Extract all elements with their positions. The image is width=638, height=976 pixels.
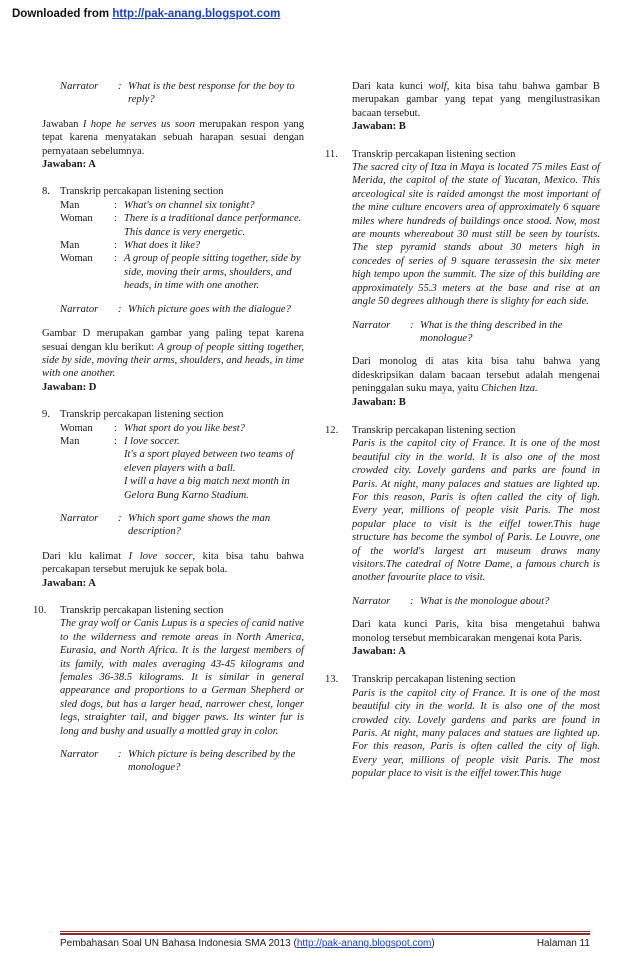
expl-quote: I hope he serves us soon bbox=[82, 118, 195, 130]
narrator-label: Narrator bbox=[60, 81, 99, 92]
page-number: Halaman 11 bbox=[536, 938, 590, 949]
narrator-line: Narrator : What is the monologue about? bbox=[352, 595, 600, 608]
narrator-line: Narrator : Which picture goes with the dialogue? bbox=[60, 303, 304, 316]
question-7-continued bbox=[42, 80, 304, 107]
narrator-question: Which picture is being described by the monologue? bbox=[128, 749, 296, 774]
monologue-text: Paris is the capitol city of France. It is one of the most beautiful city in the world. It is also one of the most crowded city. Lovely gardens and parks are found in Paris. At night, many palaces and statues are lighted up. For this reason, Paris is often called the city of ligh. Every year, millions of people visit Paris. The most popular place to visit is the eiffel tower.This huge structure has become the symbol of Paris. Le Louvre, one of the world's largest art museum draws many visitors.The catedral of Notre Dame, a famous church is another favourite place to visit. bbox=[352, 438, 600, 584]
narrator-label: Narrator bbox=[60, 512, 99, 524]
dialogue-line: What does it like? bbox=[124, 240, 201, 252]
dialogue-line: It's a sport played between two teams of eleven players with a ball. bbox=[124, 449, 294, 474]
speaker: Man bbox=[60, 435, 80, 447]
question-11 bbox=[325, 148, 600, 409]
narrator-question: What is the best response for the boy to reply? bbox=[128, 81, 295, 106]
narrator-question: What is the thing described in the monologue? bbox=[420, 319, 563, 344]
section-title: Transkrip percakapan listening section bbox=[60, 605, 224, 616]
question-number: 12. bbox=[325, 424, 339, 436]
narrator-label: Narrator bbox=[60, 303, 99, 315]
expl-quote: A group of people sitting together, side by side, moving their arms, shoulders, and heads, in time with one another. bbox=[42, 341, 304, 380]
monologue-text: The gray wolf or Canis Lupus is a species of canid native to the wilderness and remote areas in North America, Eurasia, and North Africa. It is the largest members of its family, with males averaging 43-45 kilograms and females 36-38.5 kilograms. It is similar in general appearance and proportions to a German Shepherd or sled dogs, but has a larger head, narrower chest, longer legs, straighter tail, and bigger paws. Its winter fur is long and bushy and usually a mottled gray in color. bbox=[60, 618, 304, 737]
expl-text: Dari monolog di atas kita bisa tahu bahwa yang dideskripsikan dalam bacaan tersebut adalah mengenai peninggalan suku maya, yaitu bbox=[352, 356, 600, 395]
speaker bbox=[60, 475, 112, 502]
monologue-text: The sacred city of Itza in Maya is located 75 miles East of Merida, the capitol of the state of Yucatan, Mexico. This arceological site is raided amongst the most important of the mine culture encovers area of approximately 6 square miles where hundreds of buildings once stood. Now, most are mounts whereabout 30 must still be seen by tourists. The step pyramid stands about 30 meters high in concedes of series of 9 square terassesin the six meter high tempo upon the summit. The size of this building are approximately 55.3 meters at the base and rise at an angle 50 degrees although there is slighty for each side. bbox=[352, 162, 600, 308]
dialogue-line: A group of people sitting together, side by side, moving their arms, shoulders, and heads, in time with one another. bbox=[124, 253, 301, 292]
narrator-line: Narrator : What is the thing described in the monologue? bbox=[352, 319, 600, 346]
source-link[interactable]: http://pak-anang.blogspot.com bbox=[112, 8, 281, 20]
monologue-text: Paris is the capitol city of France. It is one of the most beautiful city in the world. It is also one of the most crowded city. Lovely gardens and parks are found in Paris. At night, many palaces and statues are lighted up. For this reason, Paris is often called the city of ligh. Every year, millions of people visit Paris. The most popular place to visit is the eiffel tower.This huge bbox=[352, 687, 600, 780]
question-number: 11. bbox=[325, 148, 338, 160]
explanation-q12 bbox=[352, 618, 600, 658]
question-10 bbox=[33, 604, 304, 775]
dialogue: Man : What's on channel six tonight? Woman : There is a traditional dance performance. This dance is very energetic. Man : What does it like? Woman : A group of people sitting together, side by side, moving their arms, shoulders, and heads, in time with one another. bbox=[60, 199, 304, 293]
narrator-question: Which picture goes with the dialogue? bbox=[128, 303, 291, 315]
answer-q8: Jawaban: D bbox=[42, 381, 97, 393]
answer-q12: Jawaban: A bbox=[352, 646, 406, 658]
speaker: Woman bbox=[60, 213, 93, 225]
footer-link[interactable]: http://pak-anang.blogspot.com bbox=[296, 938, 432, 949]
question-13 bbox=[325, 673, 600, 780]
question-number: 9. bbox=[42, 409, 50, 421]
answer-q9: Jawaban: A bbox=[42, 577, 96, 589]
section-title: Transkrip percakapan listening section bbox=[352, 674, 516, 686]
expl-text: Dari kata kunci Paris, kita bisa mengetahui bahwa monolog tersebut membicarakan mengenai kota Paris. bbox=[352, 619, 600, 644]
expl-text: Dari klu kalimat bbox=[42, 550, 129, 562]
dialogue-line: There is a traditional dance performance. This dance is very energetic. bbox=[124, 213, 302, 238]
answer-q7: Jawaban: A bbox=[42, 159, 96, 171]
question-8 bbox=[42, 185, 304, 316]
dialogue: Woman : What sport do you like best? Man : I love soccer. It's a sport played between two teams of eleven players with a ball. I will a have a big match next month in Gelora Bung Karno Stadium. bbox=[60, 422, 304, 502]
right-column bbox=[325, 80, 600, 796]
explanation-q7 bbox=[42, 118, 304, 172]
section-title: Transkrip percakapan listening section bbox=[60, 409, 224, 421]
narrator-label: Narrator bbox=[352, 319, 391, 331]
explanation-q9 bbox=[42, 550, 304, 590]
section-title: Transkrip percakapan listening section bbox=[60, 186, 224, 198]
footer-text: Pembahasan Soal UN Bahasa Indonesia SMA 2013 ( bbox=[60, 938, 297, 949]
expl-text: , kita bisa tahu bahwa gambar B merupakan gambar yang tepat yang mengilustrasikan bacaan tersebut. bbox=[352, 81, 600, 119]
explanation-q10 bbox=[334, 80, 600, 134]
narrator-line: Narrator : Which picture is being described by the monologue? bbox=[60, 748, 304, 775]
explanation-q8 bbox=[42, 327, 304, 394]
expl-quote: Chichen Itza. bbox=[481, 383, 538, 395]
speaker bbox=[60, 448, 112, 475]
question-number: 8. bbox=[42, 186, 50, 198]
expl-text: , kita bisa tahu bahwa percakapan tersebut merujuk ke sepak bola. bbox=[42, 550, 305, 576]
dialogue-line: What sport do you like best? bbox=[124, 422, 245, 434]
section-title: Transkrip percakapan listening section bbox=[352, 424, 516, 436]
footer-divider bbox=[60, 931, 590, 932]
section-title: Transkrip percakapan listening section bbox=[352, 148, 516, 160]
expl-text: Gambar D merupakan gambar yang paling tepat karena sesuai dengan klu berikut: bbox=[42, 328, 304, 353]
dialogue-line: I will a have a big match next month in Gelora Bung Karno Stadium. bbox=[124, 476, 290, 501]
answer-q10: Jawaban: B bbox=[352, 121, 406, 133]
page-footer bbox=[60, 933, 590, 949]
expl-quote: wolf bbox=[428, 81, 447, 92]
question-12 bbox=[325, 424, 600, 659]
expl-text: merupakan respon yang tepat karena menyatakan sebuah harapan sesuai dengan pernyataan sebelumnya. bbox=[42, 118, 304, 157]
speaker: Woman bbox=[60, 422, 93, 434]
expl-text: Dari kata kunci bbox=[352, 81, 429, 92]
narrator-line: Narrator : Which sport game shows the man description? bbox=[60, 512, 304, 539]
expl-text: Jawaban bbox=[42, 118, 83, 130]
dialogue-line: I love soccer. bbox=[124, 435, 180, 447]
expl-quote: I love soccer bbox=[128, 550, 193, 562]
narrator-label: Narrator bbox=[60, 749, 99, 761]
speaker: Man bbox=[60, 240, 80, 252]
narrator-label: Narrator bbox=[352, 595, 391, 607]
narrator-question: What is the monologue about? bbox=[420, 595, 550, 607]
download-header-prefix: Downloaded from bbox=[12, 8, 113, 20]
narrator-line: Narrator : What is the best response for the boy to reply? bbox=[60, 80, 304, 107]
question-9 bbox=[42, 408, 304, 539]
dialogue-line: What's on channel six tonight? bbox=[124, 199, 255, 211]
speaker: Woman bbox=[60, 253, 93, 265]
explanation-q11 bbox=[352, 355, 600, 409]
answer-q11: Jawaban: B bbox=[352, 396, 406, 408]
narrator-question: Which sport game shows the man description? bbox=[128, 512, 271, 538]
left-column bbox=[33, 80, 305, 790]
footer-text-end: ) bbox=[431, 938, 435, 949]
question-number: 13. bbox=[325, 674, 339, 686]
speaker: Man bbox=[60, 199, 80, 211]
download-header bbox=[12, 8, 280, 20]
question-number: 10. bbox=[33, 605, 47, 616]
